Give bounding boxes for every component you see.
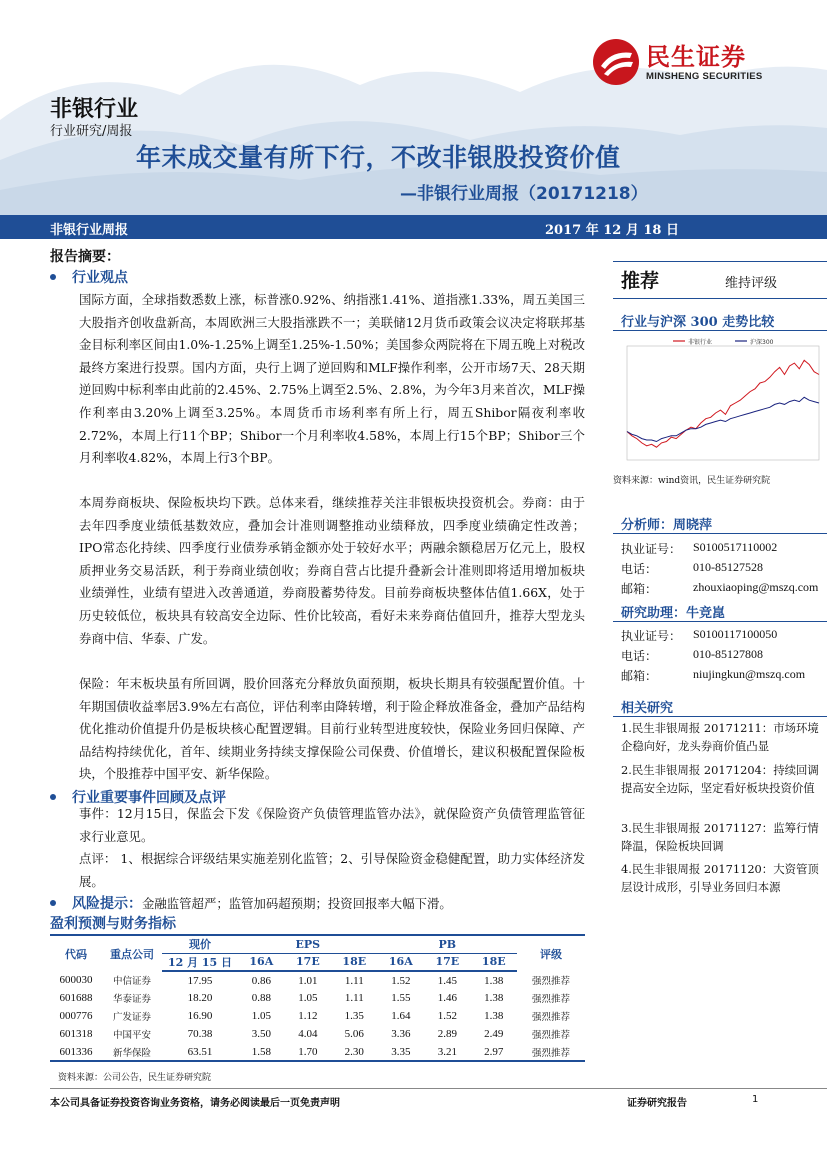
header-price-date: 12 月 15 日 bbox=[162, 953, 238, 971]
legend-label: 沪深300 bbox=[750, 339, 774, 346]
cell-eps16: 1.58 bbox=[238, 1043, 285, 1061]
header-price: 现价 bbox=[162, 935, 238, 953]
paragraph-brokers: 本周券商板块、保险板块均下跌。总体来看，继续推荐关注非银板块投资机会。券商：由于去年四季度业绩低基数效应，叠加会计准则调整推动业绩释放，四季度业绩确定性改善；IPO常态化持续、四季度行业债券承销金额亦处于较好水平；两融余额稳居万亿元上，股权质押业务交易活跃，利于券商业绩创收；券商自营占比提升叠新会计准则即将适用增加板块业绩弹性，业绩有望进入改善通道，券商股蓄势待发。目前券商板块整体估值1.66X，处于历史较低位，板块具有较高安全边际、性价比较高，看好未来券商估值回升，推荐大型龙头券商中信、华泰、广发。 bbox=[79, 495, 585, 646]
cell-name: 中国平安 bbox=[112, 1030, 151, 1041]
cell-rating: 强烈推荐 bbox=[531, 976, 570, 987]
table-source: 资料来源：公司公告，民生证券研究院 bbox=[58, 1073, 212, 1083]
table-header-row bbox=[50, 935, 585, 953]
cell-eps16: 0.86 bbox=[251, 974, 271, 987]
header-eps-17e: 17E bbox=[285, 953, 331, 971]
assistant-mail: niujingkun@mszq.com bbox=[693, 667, 806, 681]
section-risk bbox=[50, 893, 452, 913]
page-number: 1 bbox=[752, 1094, 759, 1105]
header-pb: PB bbox=[377, 935, 517, 953]
summary-heading: 报告摘要： bbox=[50, 249, 120, 265]
event-text: 事件：12月15日，保监会下发《保险资产负债管理监管办法》，就保险资产负债管理监管征求行业意见。 bbox=[79, 806, 585, 844]
cell-eps17: 1.05 bbox=[298, 992, 318, 1004]
cell-pb16: 3.35 bbox=[377, 1043, 424, 1061]
cell-pb17: 2.89 bbox=[437, 1028, 457, 1040]
series-line-0 bbox=[627, 360, 819, 447]
related-item[interactable]: 1.民生非银周报 20171211：市场环境企稳向好，龙头券商价值凸显 bbox=[621, 721, 819, 753]
related-item[interactable]: 3.民生非银周报 20171127：监筹行情降温，保险板块回调 bbox=[621, 821, 819, 853]
cell-name: 华泰证券 bbox=[112, 994, 151, 1005]
report-type: 行业研究/周报 bbox=[50, 124, 133, 139]
section-title: 风险提示： bbox=[72, 896, 142, 912]
paragraph-insurance: 保险：年末板块虽有所回调，股价回落充分释放负面预期，板块长期具有较强配置价值。十年期国债收益率居3.9%左右高位，评估利率由降转增，利于险企释放准备金，叠加产品结构优化推动价值提升仍是板块核心配置逻辑。目前行业转型进度较快，保险业务回归保障、产品结构持续优化，首年、续期业务持续支撑保险公司保费、价值增长，建议积极配置保险板块，个股推荐中国平安、新华保险。 bbox=[79, 676, 585, 782]
band-date: 2017 年 12 月 18 日 bbox=[545, 223, 679, 238]
cell-rating: 强烈推荐 bbox=[531, 1030, 570, 1041]
cell-pb18: 1.38 bbox=[484, 992, 504, 1004]
header-eps: EPS bbox=[238, 935, 377, 953]
related-heading: 相关研究 bbox=[613, 695, 827, 717]
analyst-mail-label: 邮箱： bbox=[621, 582, 658, 596]
header-pb-18e: 18E bbox=[471, 953, 517, 971]
assistant-tel: 010-85127808 bbox=[693, 647, 763, 661]
cell-name: 新华保险 bbox=[102, 1043, 162, 1061]
band-report-name: 非银行业周报 bbox=[50, 223, 129, 238]
table-row bbox=[50, 971, 585, 989]
cell-pb16: 1.55 bbox=[391, 992, 411, 1004]
assistant-cert-label: 执业证号： bbox=[621, 629, 682, 643]
title-band bbox=[0, 215, 827, 239]
report-title: 年末成交量有所下行，不改非银股投资价值 bbox=[136, 143, 621, 172]
footer-divider bbox=[50, 1088, 827, 1089]
financial-table bbox=[50, 934, 585, 1062]
cell-eps18: 2.30 bbox=[331, 1043, 377, 1061]
table-row bbox=[50, 1007, 585, 1025]
series-line-1 bbox=[627, 397, 819, 441]
report-subtitle: —非银行业周报（20171218） bbox=[400, 184, 648, 204]
cell-eps16: 0.88 bbox=[251, 992, 271, 1004]
cell-eps16: 3.50 bbox=[251, 1028, 271, 1040]
cell-pb17: 1.46 bbox=[437, 992, 457, 1004]
header-company: 重点公司 bbox=[102, 935, 162, 971]
cell-code: 601688 bbox=[59, 992, 93, 1004]
cell-pb16: 3.36 bbox=[391, 1028, 411, 1040]
cell-rating: 强烈推荐 bbox=[517, 1043, 585, 1061]
bullet-icon bbox=[50, 794, 56, 800]
cell-eps17: 1.01 bbox=[298, 974, 318, 987]
cell-pb17: 1.45 bbox=[437, 974, 457, 987]
cell-price: 16.90 bbox=[187, 1010, 213, 1022]
brand-name-cn: 民生证券 bbox=[646, 42, 746, 71]
analyst-tel-label: 电话： bbox=[621, 562, 658, 576]
cell-code: 000776 bbox=[59, 1010, 93, 1022]
table-row bbox=[50, 1043, 585, 1061]
brand-logo bbox=[592, 38, 763, 86]
cell-name: 中信证券 bbox=[112, 976, 151, 987]
cell-pb18: 2.49 bbox=[484, 1028, 504, 1040]
header-pb-17e: 17E bbox=[424, 953, 470, 971]
cell-code: 600030 bbox=[59, 974, 93, 986]
table-title: 盈利预测与财务指标 bbox=[50, 916, 176, 932]
cell-pb18: 2.97 bbox=[471, 1043, 517, 1061]
table-row bbox=[50, 1025, 585, 1043]
brand-name-en: MINSHENG SECURITIES bbox=[646, 70, 763, 82]
cell-eps18: 5.06 bbox=[344, 1028, 364, 1040]
cell-eps18: 1.11 bbox=[344, 974, 364, 987]
table-row bbox=[50, 989, 585, 1007]
trend-chart bbox=[613, 332, 827, 470]
paragraph-international: 国际方面，全球指数悉数上涨，标普涨0.92%、纳指涨1.41%、道指涨1.33%，周五美国三大股指齐创收盘新高，本周欧洲三大股指涨跌不一；美联储12月货币政策会议决定将联邦基金目标利率区间由1.0%-1.25%上调至1.25%-1.50%；美国参众两院将在下周五晚上对税改最终方案进行投票。国内方面，央行上调了逆回购和MLF操作利率，公开市场7天、28天期逆回购中标利率由此前的2.45%、2.75%上调至2.5%、2.8%，为今年3月来首次，MLF操作利率由3.20%上调至3.25%。本周货币市场利率有所上行，周五Shibor隔夜利率收2.72%，本周上行11个BP；Shibor一个月利率收4.58%，本周上行15个BP；Shibor三个月利率收4.82%，本周上行3个BP。 bbox=[79, 292, 585, 466]
assistant-cert: S0100117100050 bbox=[693, 627, 778, 641]
cell-price: 63.51 bbox=[162, 1043, 238, 1061]
chart-heading: 行业与沪深 300 走势比较 bbox=[613, 309, 827, 331]
related-item[interactable]: 4.民生非银周报 20171120：大资管顶层设计成形，引导业务回归本源 bbox=[621, 862, 819, 894]
rating-main: 推荐 bbox=[621, 270, 660, 292]
rating-box bbox=[613, 261, 827, 299]
minsheng-logo-icon bbox=[592, 38, 640, 86]
cell-pb17: 3.21 bbox=[424, 1043, 470, 1061]
cell-code: 601318 bbox=[59, 1028, 93, 1040]
cell-price: 18.20 bbox=[187, 992, 213, 1004]
cell-eps18: 1.35 bbox=[344, 1010, 364, 1022]
cell-pb16: 1.64 bbox=[391, 1010, 411, 1022]
risk-text: 金融监管超严；监管加码超预期；投资回报率大幅下滑。 bbox=[142, 896, 452, 911]
cell-eps17: 4.04 bbox=[298, 1028, 318, 1040]
assistant-heading: 研究助理：牛竞崑 bbox=[613, 600, 827, 622]
header-pb-16a: 16A bbox=[377, 953, 424, 971]
section-title: 行业观点 bbox=[72, 270, 128, 286]
footer-label: 证券研究报告 bbox=[627, 1098, 687, 1109]
header-rating: 评级 bbox=[517, 935, 585, 971]
chart-frame bbox=[627, 346, 819, 460]
cell-code: 601336 bbox=[50, 1043, 102, 1061]
cell-pb16: 1.52 bbox=[391, 974, 411, 987]
cell-price: 70.38 bbox=[187, 1028, 213, 1040]
section-industry-view bbox=[50, 267, 128, 287]
cell-pb18: 1.38 bbox=[484, 974, 504, 987]
header-eps-16a: 16A bbox=[238, 953, 285, 971]
cell-eps18: 1.11 bbox=[344, 992, 364, 1004]
cell-eps17: 1.12 bbox=[298, 1010, 318, 1022]
chart-source: 资料来源：wind资讯，民生证券研究院 bbox=[613, 476, 771, 486]
header-code: 代码 bbox=[50, 935, 102, 971]
assistant-tel-label: 电话： bbox=[621, 649, 658, 663]
cell-price: 17.95 bbox=[187, 974, 213, 987]
header-eps-18e: 18E bbox=[331, 953, 377, 971]
trend-chart-svg bbox=[613, 332, 827, 470]
industry-label: 非银行业 bbox=[50, 97, 139, 122]
legend-label: 非银行业 bbox=[688, 339, 713, 346]
assistant-mail-label: 邮箱： bbox=[621, 669, 658, 683]
bullet-icon bbox=[50, 274, 56, 280]
bullet-icon bbox=[50, 900, 56, 906]
analyst-mail: zhouxiaoping@mszq.com bbox=[693, 580, 819, 594]
cell-name: 广发证券 bbox=[112, 1012, 151, 1023]
cell-eps17: 1.70 bbox=[285, 1043, 331, 1061]
footer-disclaimer: 本公司具备证券投资咨询业务资格，请务必阅读最后一页免责声明 bbox=[50, 1098, 340, 1109]
cell-pb17: 1.52 bbox=[437, 1010, 457, 1022]
cell-rating: 强烈推荐 bbox=[531, 994, 570, 1005]
section-title: 行业重要事件回顾及点评 bbox=[72, 790, 226, 806]
related-item[interactable]: 2.民生非银周报 20171204：持续回调提高安全边际，坚定看好板块投资价值 bbox=[621, 763, 819, 795]
cell-eps16: 1.05 bbox=[251, 1010, 271, 1022]
comment-text: 点评： 1、根据综合评级结果实施差别化监管；2、引导保险资金稳健配置，助力实体经济发展。 bbox=[79, 851, 585, 889]
rating-sub: 维持评级 bbox=[725, 276, 778, 291]
analyst-cert-label: 执业证号： bbox=[621, 542, 682, 556]
analyst-cert: S0100517110002 bbox=[693, 540, 778, 554]
analyst-tel: 010-85127528 bbox=[693, 560, 763, 574]
cell-rating: 强烈推荐 bbox=[531, 1012, 570, 1023]
cell-pb18: 1.38 bbox=[484, 1010, 504, 1022]
analyst-heading: 分析师：周晓萍 bbox=[613, 512, 827, 534]
